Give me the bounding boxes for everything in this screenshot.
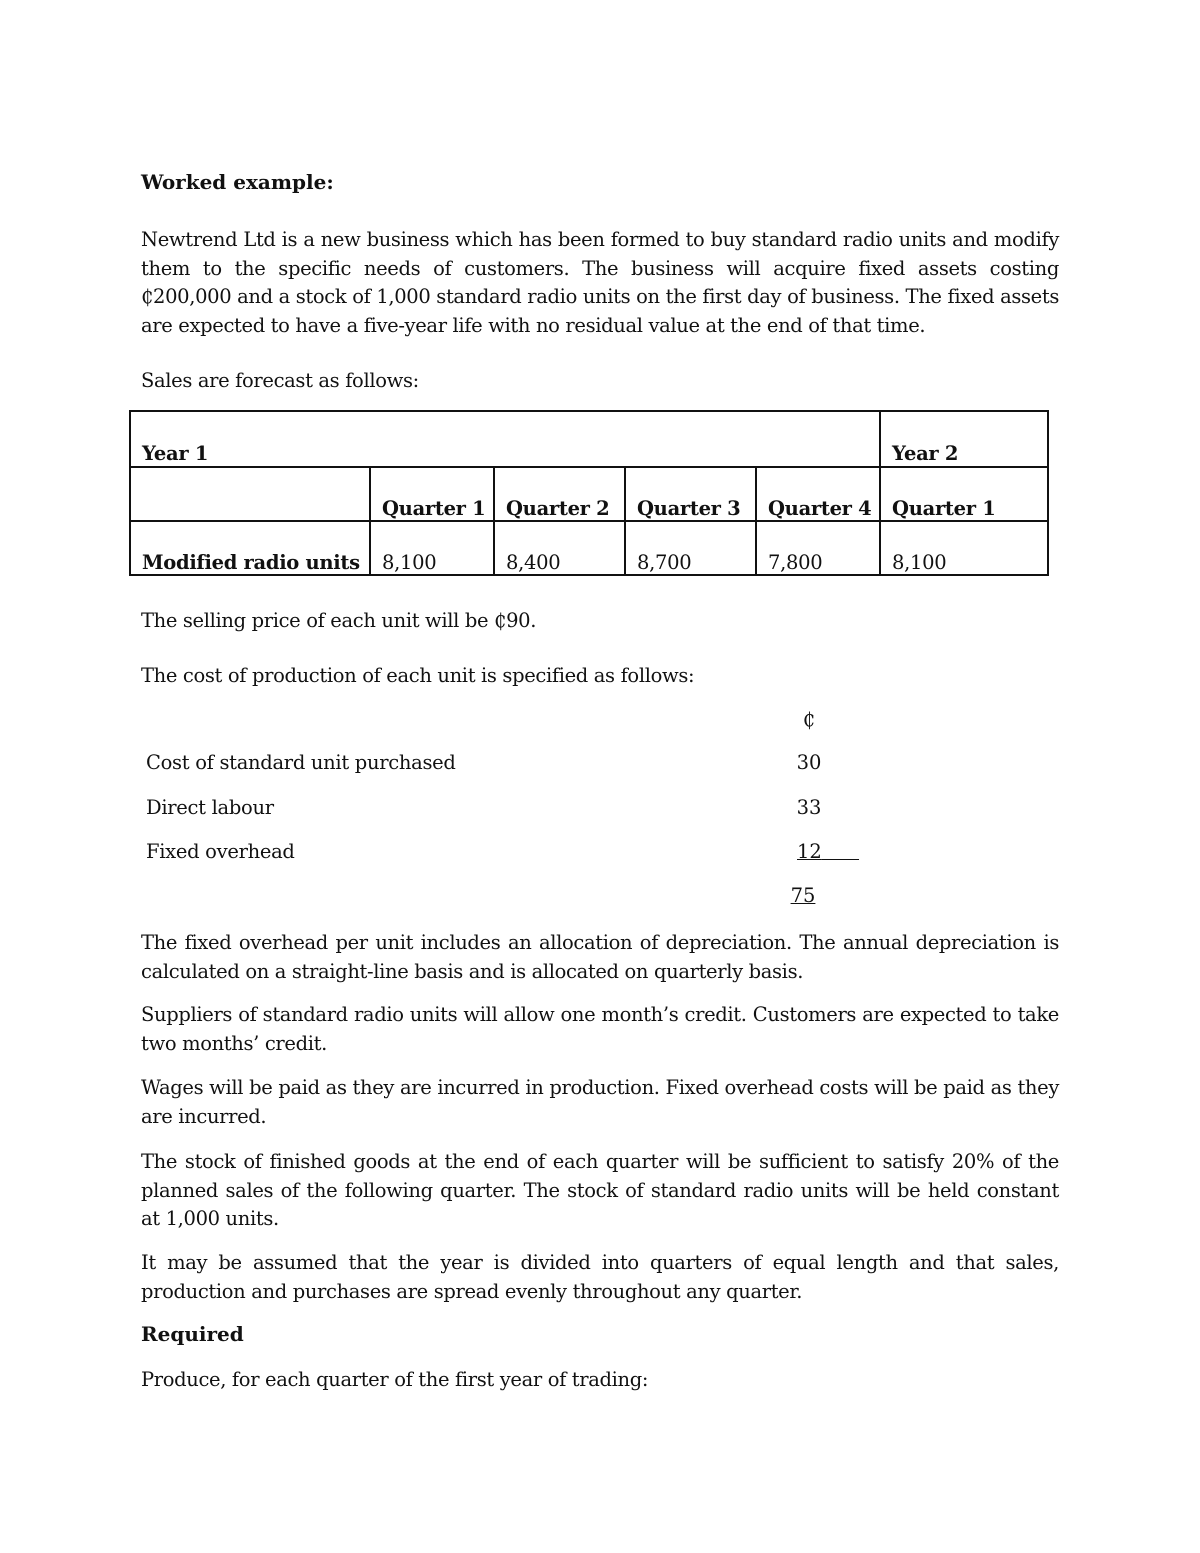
- sales-value: 8,100: [370, 521, 494, 575]
- required-heading: Required: [141, 1322, 244, 1346]
- sales-value: 8,400: [494, 521, 625, 575]
- required-text: Produce, for each quarter of the first year of trading:: [141, 1368, 649, 1391]
- cost-total-row: [146, 884, 866, 912]
- sales-value: 8,700: [625, 521, 756, 575]
- credit-paragraph: Suppliers of standard radio units will allow one month’s credit. Customers are expected to take two months’ credit.: [141, 1003, 1059, 1055]
- cost-total: 75: [790, 884, 816, 907]
- cost-item-value: 30: [796, 751, 822, 774]
- sales-intro: Sales are forecast as follows:: [141, 369, 419, 392]
- cost-item-row: [146, 751, 866, 779]
- cost-item-label: Cost of standard unit purchased: [146, 751, 456, 774]
- cost-item-label: Direct labour: [146, 796, 274, 819]
- cost-item-value: 33: [796, 796, 822, 819]
- quarter-header: Quarter 3: [625, 467, 756, 521]
- quarter-header: Quarter 1: [370, 467, 494, 521]
- quarter-header: Quarter 2: [494, 467, 625, 521]
- table-row: [130, 411, 1048, 467]
- cost-currency-row: [146, 708, 866, 736]
- heading-worked-example: Worked example:: [141, 170, 334, 194]
- selling-price-text: The selling price of each unit will be ₵90.: [141, 609, 537, 632]
- currency-symbol: ₵: [802, 708, 816, 731]
- quarter-header: Quarter 4: [756, 467, 880, 521]
- cost-intro: The cost of production of each unit is specified as follows:: [141, 664, 695, 687]
- empty-cell: [130, 467, 370, 521]
- table-row: [130, 521, 1048, 575]
- underline-extension: [822, 840, 859, 863]
- sales-value: 7,800: [756, 521, 880, 575]
- wages-paragraph: Wages will be paid as they are incurred in production. Fixed overhead costs will be paid as they are incurred.: [141, 1076, 1059, 1128]
- cost-item-value: [797, 840, 859, 863]
- depreciation-paragraph: The fixed overhead per unit includes an allocation of depreciation. The annual depreciation is calculated on a straight-line basis and is allocated on quarterly basis.: [141, 931, 1059, 983]
- quarter-header: Quarter 1: [880, 467, 1048, 521]
- cost-item-row: [146, 796, 866, 824]
- cost-item-label: Fixed overhead: [146, 840, 295, 863]
- sales-value: 8,100: [880, 521, 1048, 575]
- row-label: Modified radio units: [130, 521, 370, 575]
- stock-paragraph: The stock of finished goods at the end of each quarter will be sufficient to satisfy 20% of the planned sales of the following quarter. The stock of standard radio units will be held constant at 1,000 units.: [141, 1150, 1059, 1230]
- assumption-paragraph: It may be assumed that the year is divided into quarters of equal length and that sales, production and purchases are spread evenly throughout any quarter.: [141, 1251, 1059, 1303]
- fixed-overhead-value: 12: [797, 840, 822, 863]
- cost-item-row: [146, 840, 866, 868]
- year-1-header: Year 1: [130, 411, 880, 467]
- intro-paragraph: Newtrend Ltd is a new business which has been formed to buy standard radio units and modify them to the specific needs of customers. The business will acquire fixed assets costing ₵200,000 and a stock of 1,000 standard radio units on the first day of business. The fixed assets are expected to have a five-year life with no residual value at the end of that time.: [141, 228, 1059, 337]
- sales-forecast-table: [129, 410, 1049, 576]
- year-2-header: Year 2: [880, 411, 1048, 467]
- table-row: [130, 467, 1048, 521]
